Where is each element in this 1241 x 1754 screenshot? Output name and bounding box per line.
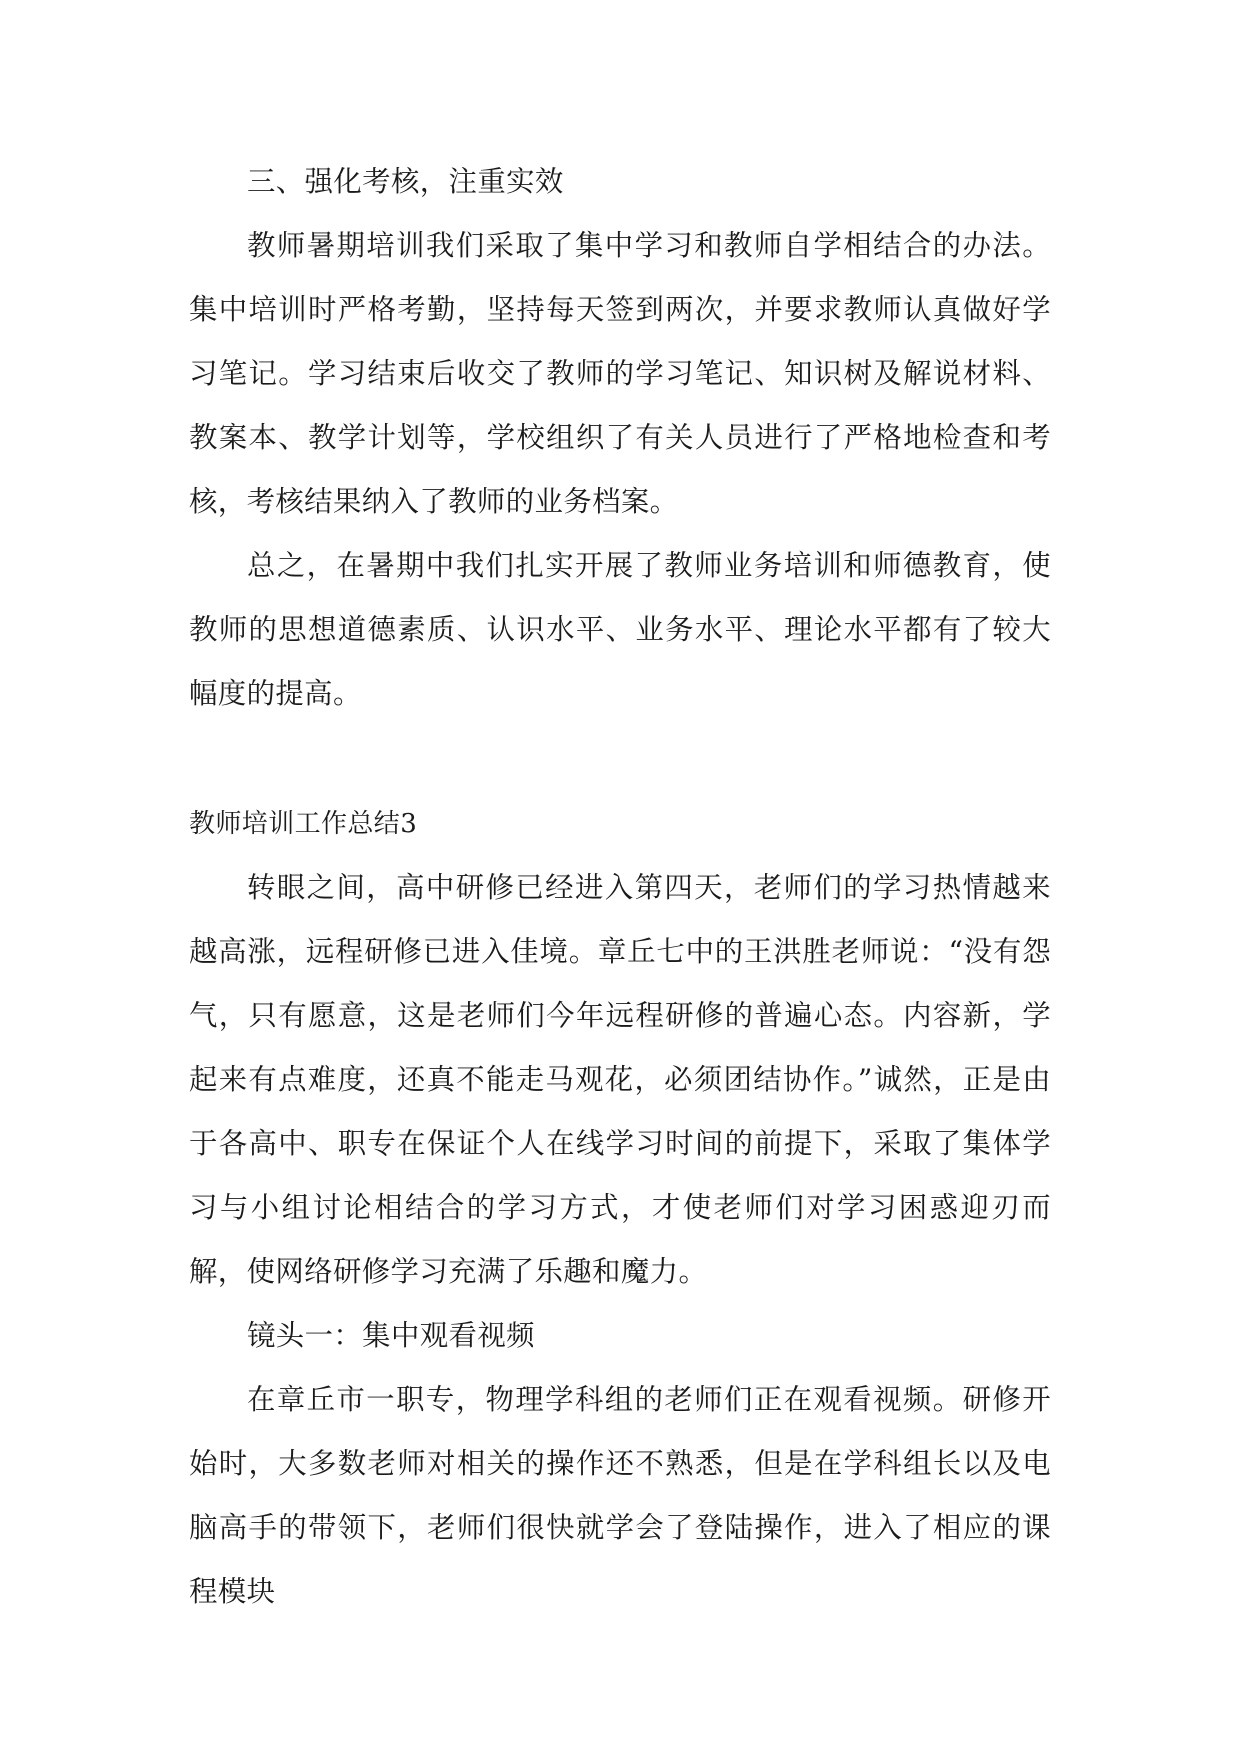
paragraph: 在章丘市一职专，物理学科组的老师们正在观看视频。研修开始时，大多数老师对相关的操作还不熟悉，但是在学科组长以及电脑高手的带领下，老师们很快就学会了登陆操作，进入了相应的课程模块 [189,1383,1051,1608]
paragraph: 转眼之间，高中研修已经进入第四天，老师们的学习热情越来越高涨，远程研修已进入佳境。章丘七中的王洪胜老师说：“没有怨气，只有愿意，这是老师们今年远程研修的普遍心态。内容新，学起来有点难度，还真不能走马观花，必须团结协作。”诚然，正是由于各高中、职专在保证个人在线学习时间的前提下，采取了集体学习与小组讨论相结合的学习方式，才使老师们对学习困惑迎刃而解，使网络研修学习充满了乐趣和魔力。 [189,871,1051,1288]
paragraph: 教师暑期培训我们采取了集中学习和教师自学相结合的办法。集中培训时严格考勤，坚持每天签到两次，并要求教师认真做好学习笔记。学习结束后收交了教师的学习笔记、知识树及解说材料、教案本、教学计划等，学校组织了有关人员进行了严格地检查和考核，考核结果纳入了教师的业务档案。 [189,229,1051,518]
document-body [189,150,1051,1624]
paragraph: 总之，在暑期中我们扎实开展了教师业务培训和师德教育，使教师的思想道德素质、认识水平、业务水平、理论水平都有了较大幅度的提高。 [189,549,1051,710]
section-heading: 三、强化考核，注重实效 [247,165,564,198]
section-title: 教师培训工作总结3 [189,809,418,839]
section-title-block [189,792,1051,856]
subheading: 镜头一：集中观看视频 [247,1319,535,1352]
